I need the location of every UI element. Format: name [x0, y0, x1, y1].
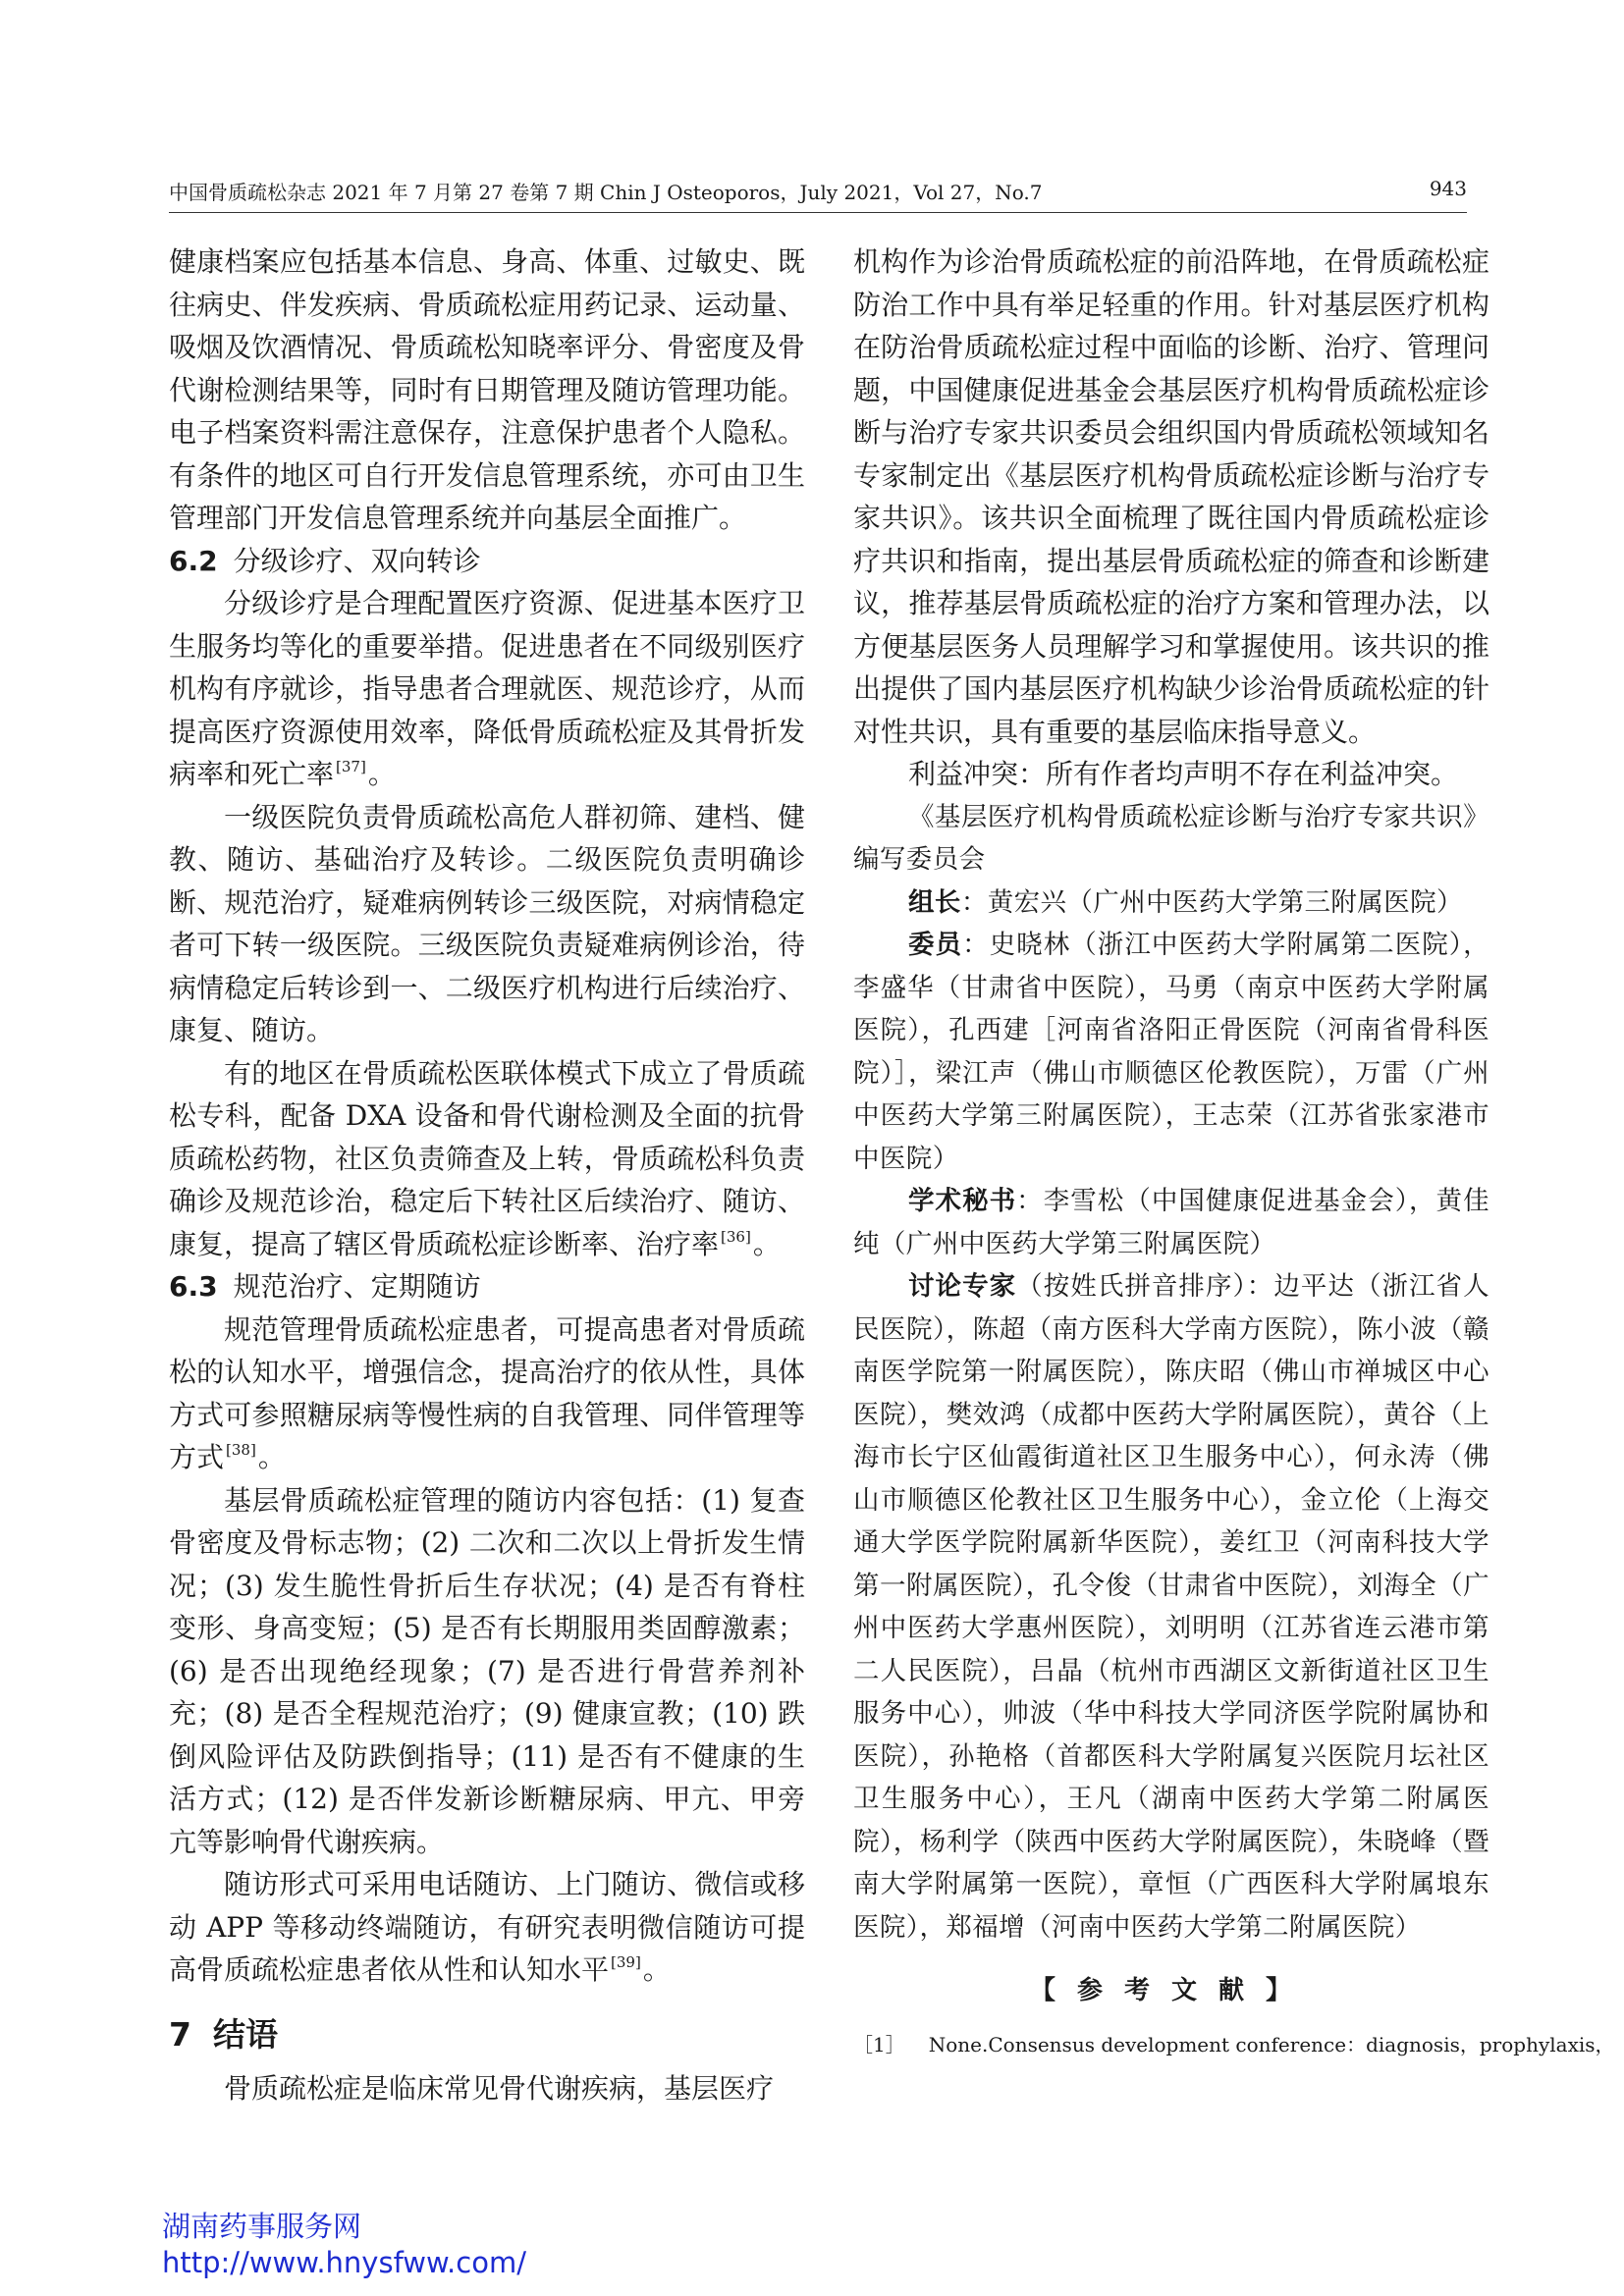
section-number: 6.2	[169, 544, 218, 577]
paragraph: 骨质疏松症是临床常见骨代谢疾病，基层医疗	[224, 2072, 775, 2105]
discussion-experts: 讨论专家（按姓氏拼音排序）：边平达（浙江省人民医院），陈超（南方医科大学南方医院），陈小波（赣南医学院第一附属医院），陈庆昭（佛山市禅城区中心医院），樊效鸿（成都中医药大学附属医院），黄谷（上海市长宁区仙霞街道社区卫生服务中心），何永涛（佛山市顺德区伦教社区卫生服务中心），金立伦（上海交通大学医学院附属新华医院），姜红卫（河南科技大学第一附属医院），孔令俊（甘肃省中医院），刘海全（广州中医药大学惠州医院），刘明明（江苏省连云港市第二人民医院），吕晶（杭州市西湖区文新街道社区卫生服务中心），帅波（华中科技大学同济医学院附属协和医院），孙艳格（首都医科大学附属复兴医院月坛社区卫生服务中心），王凡（湖南中医药大学第二附属医院），杨利学（陕西中医药大学附属医院），朱晓峰（暨南大学附属第一医院），章恒（广西医科大学附属埌东医院），郑福增（河南中医药大学第二附属医院）	[853, 1271, 1489, 1943]
paragraph: 基层骨质疏松症管理的随访内容包括：(1) 复查骨密度及骨标志物；(2) 二次和二次以上骨折发生情况；(3) 发生脆性骨折后生存状况；(4) 是否有脊柱变形、身高变短；(5) 是否有长期服用类固醇激素；(6) 是否出现绝经现象；(7) 是否进行骨营养剂补充；(8) 是否全程规范治疗；(9) 健康宣教；(10) 跌倒风险评估及防跌倒指导；(11) 是否有不健康的生活方式；(12) 是否伴发新诊断糖尿病、甲亢、甲旁亢等影响骨代谢疾病。	[169, 1483, 805, 1858]
watermark	[162, 2209, 526, 2281]
section-heading-6-2	[169, 540, 805, 583]
section-heading-6-3	[169, 1265, 805, 1308]
section-heading-7	[169, 2013, 805, 2056]
paragraph: 一级医院负责骨质疏松高危人群初筛、建档、健教、随访、基础治疗及转诊。二级医院负责明确诊断、规范治疗，疑难病例转诊三级医院，对病情稳定者可下转一级医院。三级医院负责疑难病例诊治，待病情稳定后转诊到一、二级医疗机构进行后续治疗、康复、随访。	[169, 800, 805, 1046]
committee-title: 《基层医疗机构骨质疏松症诊断与治疗专家共识》编写委员会	[853, 801, 1489, 875]
paragraph: 有的地区在骨质疏松医联体模式下成立了骨质疏松专科，配备 DXA 设备和骨代谢检测及全面的抗骨质疏松药物，社区负责筛查及上转，骨质疏松科负责确诊及规范诊治，稳定后下转社区后续治疗、随访、康复，提高了辖区骨质疏松症诊断率、治疗率 [36]。	[169, 1056, 805, 1260]
paragraph: 规范管理骨质疏松症患者，可提高患者对骨质疏松的认知水平，增强信念，提高治疗的依从性，具体方式可参照糖尿病等慢性病的自我管理、同伴管理等方式 [38]。	[169, 1312, 805, 1473]
academic-secretary: 学术秘书：李雪松（中国健康促进基金会），黄佳纯（广州中医药大学第三附属医院）	[853, 1186, 1489, 1259]
section-number: 6.3	[169, 1270, 218, 1303]
running-header	[169, 177, 1467, 205]
references-heading: 【参考文献】	[1029, 1976, 1313, 2005]
watermark-name: 湖南药事服务网	[162, 2210, 362, 2243]
reference-number: ［1］	[853, 2032, 905, 2056]
reference-item	[853, 2031, 1615, 2058]
left-column	[169, 240, 805, 2110]
paragraph: 分级诊疗是合理配置医疗资源、促进基本医疗卫生服务均等化的重要举措。促进患者在不同级别医疗机构有序就诊，指导患者合理就医、规范诊疗，从而提高医疗资源使用效率，降低骨质疏松症及其骨折发病率和死亡率 [37]。	[169, 587, 805, 790]
citation: [39]	[611, 1953, 641, 1971]
header-rule	[169, 212, 1467, 213]
members-label: 委员	[908, 930, 963, 960]
watermark-url[interactable]: http://www.hnysfww.com/	[162, 2246, 526, 2279]
paragraph: 健康档案应包括基本信息、身高、体重、过敏史、既往病史、伴发疾病、骨质疏松症用药记录、运动量、吸烟及饮酒情况、骨质疏松知晓率评分、骨密度及骨代谢检测结果等，同时有日期管理及随访管理功能。电子档案资料需注意保存，注意保护患者个人隐私。有条件的地区可自行开发信息管理系统，亦可由卫生管理部门开发信息管理系统并向基层全面推广。	[169, 245, 805, 534]
conflict-statement: 利益冲突：所有作者均声明不存在利益冲突。	[908, 758, 1459, 790]
page-number: 943	[1429, 177, 1467, 200]
leader-label: 组长	[908, 886, 961, 918]
paragraph: 机构作为诊治骨质疏松症的前沿阵地，在骨质疏松症防治工作中具有举足轻重的作用。针对基层医疗机构在防治骨质疏松症过程中面临的诊断、治疗、管理问题，中国健康促进基金会基层医疗机构骨质疏松症诊断与治疗专家共识委员会组织国内骨质疏松领域知名专家制定出《基层医疗机构骨质疏松症诊断与治疗专家共识》。该共识全面梳理了既往国内骨质疏松症诊疗共识和指南，提出基层骨质疏松症的筛查和诊断建议，推荐基层骨质疏松症的治疗方案和管理办法，以方便基层医务人员理解学习和掌握使用。该共识的推出提供了国内基层医疗机构缺少诊治骨质疏松症的针对性共识，具有重要的基层临床指导意义。	[853, 245, 1489, 748]
right-column	[853, 240, 1615, 2058]
section-title: 结语	[212, 2014, 278, 2054]
reference-text: None.Consensus development conference：diagnosis，prophylaxis，	[928, 2032, 1615, 2056]
citation: [38]	[226, 1441, 256, 1459]
running-head-text: 中国骨质疏松杂志 2021 年 7 月第 27 卷第 7 期 Chin J Osteoporos，July 2021，Vol 27，No.7	[169, 181, 1043, 204]
citation: [36]	[721, 1227, 751, 1246]
secretary-label: 学术秘书	[908, 1186, 1017, 1216]
committee-members: 委员：史晓林（浙江中医药大学附属第二医院），李盛华（甘肃省中医院），马勇（南京中医药大学附属医院），孔西建［河南省洛阳正骨医院（河南省骨科医院）］，梁江声（佛山市顺德区伦教医院），万雷（广州中医药大学第三附属医院），王志荣（江苏省张家港市中医院）	[853, 930, 1490, 1174]
section-title: 分级诊疗、双向转诊	[233, 544, 481, 577]
citation: [37]	[336, 758, 366, 775]
experts-label: 讨论专家	[908, 1271, 1017, 1302]
section-number: 7	[169, 2014, 191, 2054]
paragraph: 随访形式可采用电话随访、上门随访、微信或移动 APP 等移动终端随访，有研究表明微信随访可提高骨质疏松症患者依从性和认知水平 [39]。	[169, 1868, 805, 1986]
committee-leader: 组长：黄宏兴（广州中医药大学第三附属医院）	[908, 886, 1463, 918]
section-title: 规范治疗、定期随访	[233, 1270, 481, 1303]
